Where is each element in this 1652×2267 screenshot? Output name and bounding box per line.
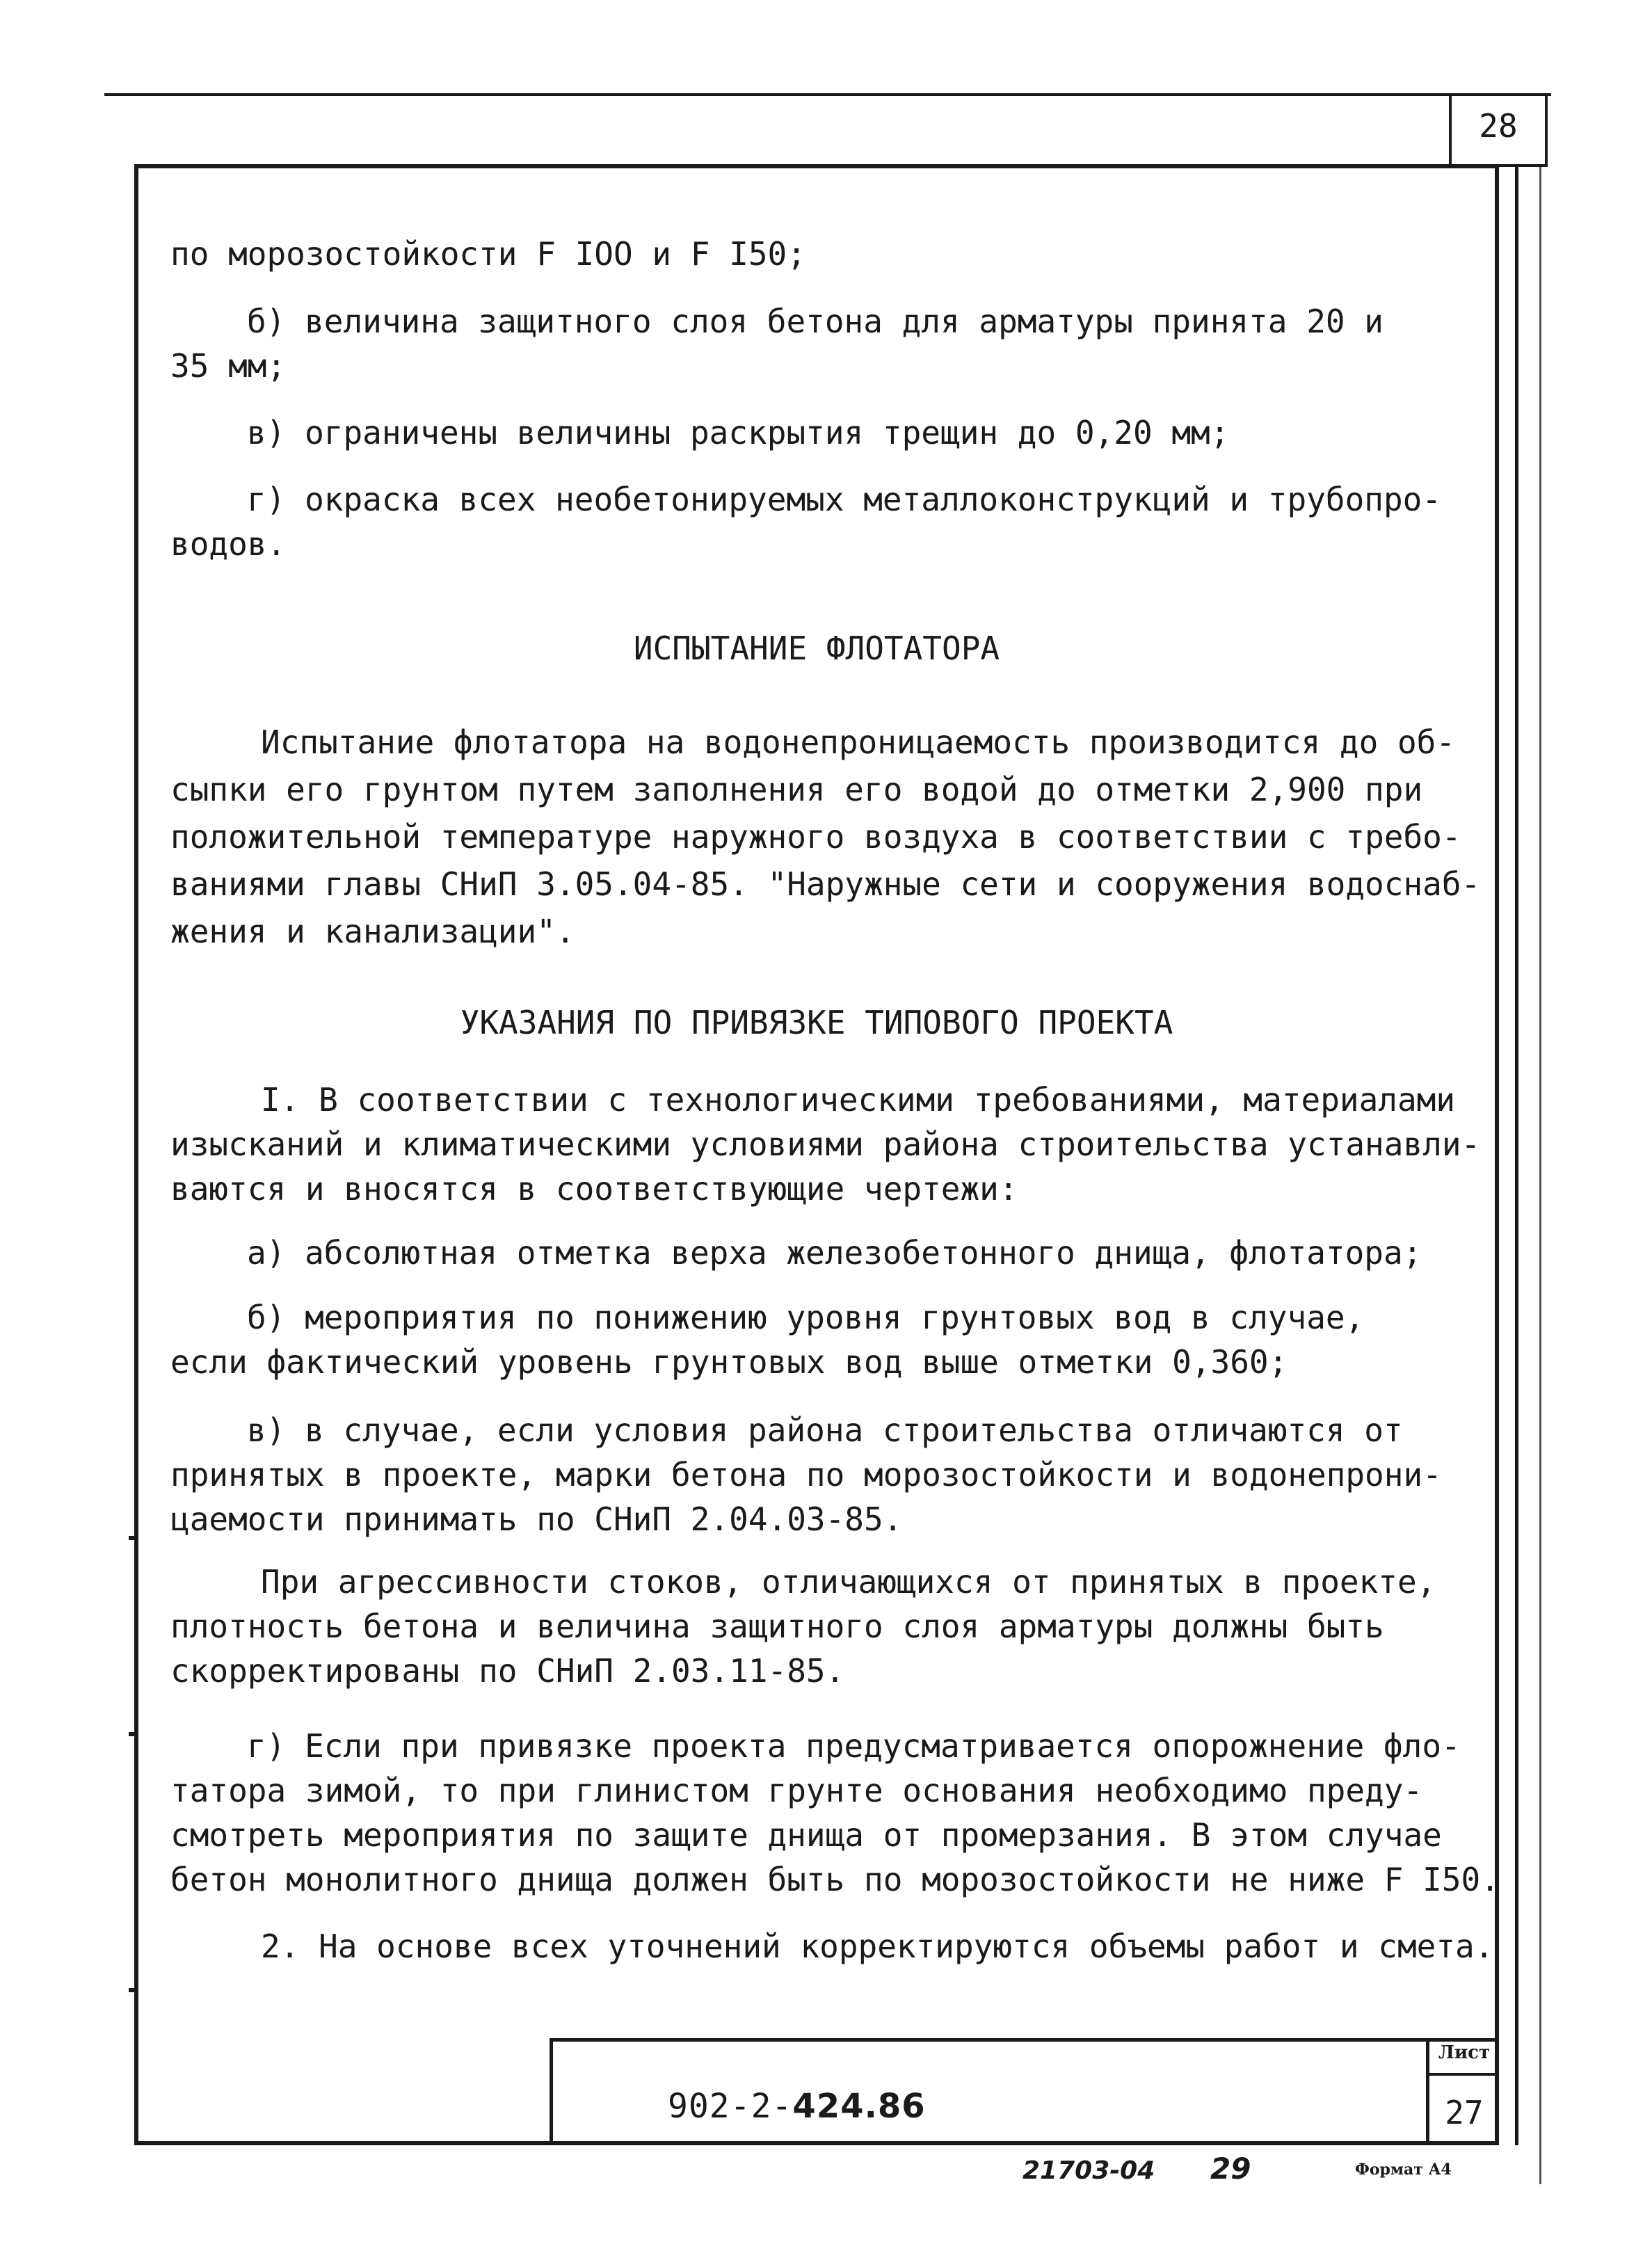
text-line: г) Если при привязке проекта предусматривается опорожнение фло- [247,1727,1461,1765]
section-heading: ИСПЫТАНИЕ ФЛОТАТОРА [633,630,1000,667]
text-line: принятых в проекте, марки бетона по морозостойкости и водонепрони- [170,1456,1442,1493]
text-line: жения и канализации". [170,913,575,950]
text-line: в) ограничены величины раскрытия трещин до 0,20 мм; [247,414,1230,451]
margin-tick [129,1536,138,1540]
text-line: Испытание флотатора на водонепроницаемость производится до об- [261,723,1456,761]
text-line: бетон монолитного днища должен быть по морозостойкости не ниже F I50. [170,1861,1500,1898]
text-line: если фактический уровень грунтовых вод выше отметки 0,360; [170,1343,1288,1381]
text-line: по морозостойкости F IOO и F I50; [170,235,806,273]
text-line: смотреть мероприятия по защите днища от промерзания. В этом случае [170,1816,1442,1854]
text-line: изысканий и климатическими условиями района строительства устанавли- [170,1126,1481,1163]
text-line: водов. [170,525,287,563]
page-number: 28 [1479,107,1518,145]
sheet-index: 29 [1210,2152,1251,2186]
text-line: 2. На основе всех уточнений корректируются объемы работ и смета. [261,1928,1494,1965]
margin-tick [129,1732,138,1736]
text-line: б) величина защитного слоя бетона для арматуры принята 20 и [247,303,1384,340]
sheet-label: Лист [1438,2042,1491,2063]
text-line: При агрессивности стоков, отличающихся от принятых в проекте, [261,1563,1436,1601]
margin-rule [1539,167,1541,2184]
text-line: ваются и вносятся в соответствующие чертежи: [170,1170,1018,1208]
text-line: сыпки его грунтом путем заполнения его водой до отметки 2,900 при [170,771,1423,808]
sheet-number: 27 [1445,2094,1484,2131]
text-line: положительной температуре наружного воздуха в соответствии с требо- [170,818,1461,856]
text-line: г) окраска всех необетонируемых металлоконструкций и трубопро- [247,481,1442,518]
document-code-suffix: 424.86 [792,2087,926,2126]
text-line: цаемости принимать по СНиП 2.04.03-85. [170,1500,903,1538]
frame-right-strip [1515,164,1518,2145]
document-code-prefix: 902-2- [668,2087,793,2126]
text-line: I. В соответствии с технологическими требованиями, материалами [261,1081,1456,1119]
margin-tick [129,1988,138,1992]
section-heading: УКАЗАНИЯ ПО ПРИВЯЗКЕ ТИПОВОГО ПРОЕКТА [460,1004,1173,1041]
text-line: татора зимой, то при глинистом грунте основания необходимо преду- [170,1772,1423,1809]
sheet-cell-separator [1426,2073,1499,2076]
document-code [668,2087,926,2126]
text-line: в) в случае, если условия района строительства отличаются от [247,1411,1403,1449]
text-line: б) мероприятия по понижению уровня грунтовых вод в случае, [247,1299,1365,1336]
format-label: Формат А4 [1355,2161,1452,2179]
text-line: плотность бетона и величина защитного слоя арматуры должны быть [170,1608,1384,1645]
text-line: ваниями главы СНиП 3.05.04-85. "Наружные сети и сооружения водоснаб- [170,865,1481,903]
text-line: 35 мм; [170,347,287,385]
inventory-number: 21703-04 [1023,2156,1155,2185]
text-line: скорректированы по СНиП 2.03.11-85. [170,1652,845,1690]
text-line: а) абсолютная отметка верха железобетонного днища, флотатора; [247,1234,1422,1272]
top-rule [104,93,1551,96]
